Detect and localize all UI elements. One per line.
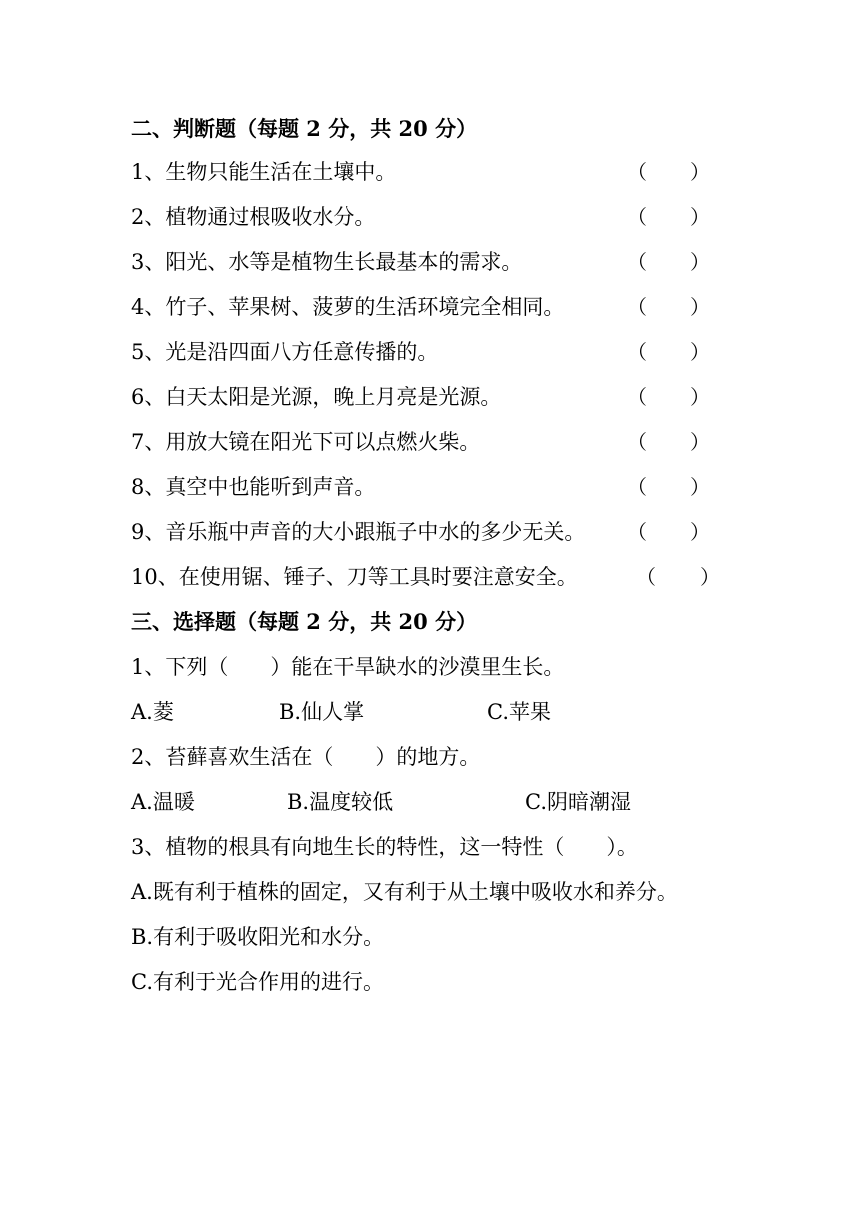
answer-paren-open: （ [627,295,647,319]
answer-paren-open: （ [627,340,647,364]
tf-question-5: 5、光是沿四面八方任意传播的。 [131,340,439,364]
answer-paren-close: ） [690,520,710,544]
answer-paren-close: ） [700,565,720,589]
answer-paren-open: （ [627,520,647,544]
tf-question-4: 4、竹子、苹果树、菠萝的生活环境完全相同。 [131,295,565,319]
mc-question-3-stem: 3、植物的根具有向地生长的特性，这一特性（ ）。 [131,835,638,859]
tf-question-2: 2、植物通过根吸收水分。 [131,205,376,229]
answer-paren-open: （ [627,385,647,409]
option-a: A.温暖 [131,790,195,814]
answer-paren-open: （ [636,565,656,589]
tf-question-10: 10、在使用锯、锤子、刀等工具时要注意安全。 [131,565,578,589]
option-a: A.菱 [131,700,174,724]
mc-question-2-stem: 2、苔藓喜欢生活在（ ）的地方。 [131,745,481,769]
answer-paren-close: ） [690,385,710,409]
mc-question-2-options [0,787,860,817]
section-2-heading: 二、判断题（每题 2 分，共 20 分） [131,116,478,141]
answer-paren-open: （ [627,160,647,184]
answer-paren-open: （ [627,205,647,229]
answer-paren-close: ） [690,205,710,229]
option-c: C.阴暗潮湿 [525,790,631,814]
mc-question-1-options [0,697,860,727]
answer-paren-open: （ [627,250,647,274]
section-3-heading: 三、选择题（每题 2 分，共 20 分） [131,609,478,634]
answer-paren-close: ） [690,340,710,364]
option-b: B.有利于吸收阳光和水分。 [131,925,385,949]
tf-question-7: 7、用放大镜在阳光下可以点燃火柴。 [131,430,481,454]
option-c: C.苹果 [487,700,551,724]
option-b: B.温度较低 [287,790,394,814]
tf-question-3: 3、阳光、水等是植物生长最基本的需求。 [131,250,523,274]
answer-paren-close: ） [690,250,710,274]
answer-paren-close: ） [690,475,710,499]
tf-question-9: 9、音乐瓶中声音的大小跟瓶子中水的多少无关。 [131,520,586,544]
answer-paren-close: ） [690,160,710,184]
tf-question-1: 1、生物只能生活在土壤中。 [131,160,397,184]
answer-paren-close: ） [690,295,710,319]
option-b: B.仙人掌 [279,700,365,724]
mc-question-1-stem: 1、下列（ ）能在干旱缺水的沙漠里生长。 [131,655,565,679]
option-c: C.有利于光合作用的进行。 [131,970,384,994]
answer-paren-open: （ [627,430,647,454]
tf-question-8: 8、真空中也能听到声音。 [131,475,376,499]
answer-paren-close: ） [690,430,710,454]
answer-paren-open: （ [627,475,647,499]
option-a: A.既有利于植株的固定，又有利于从土壤中吸收水和养分。 [131,880,678,904]
tf-question-6: 6、白天太阳是光源，晚上月亮是光源。 [131,385,502,409]
